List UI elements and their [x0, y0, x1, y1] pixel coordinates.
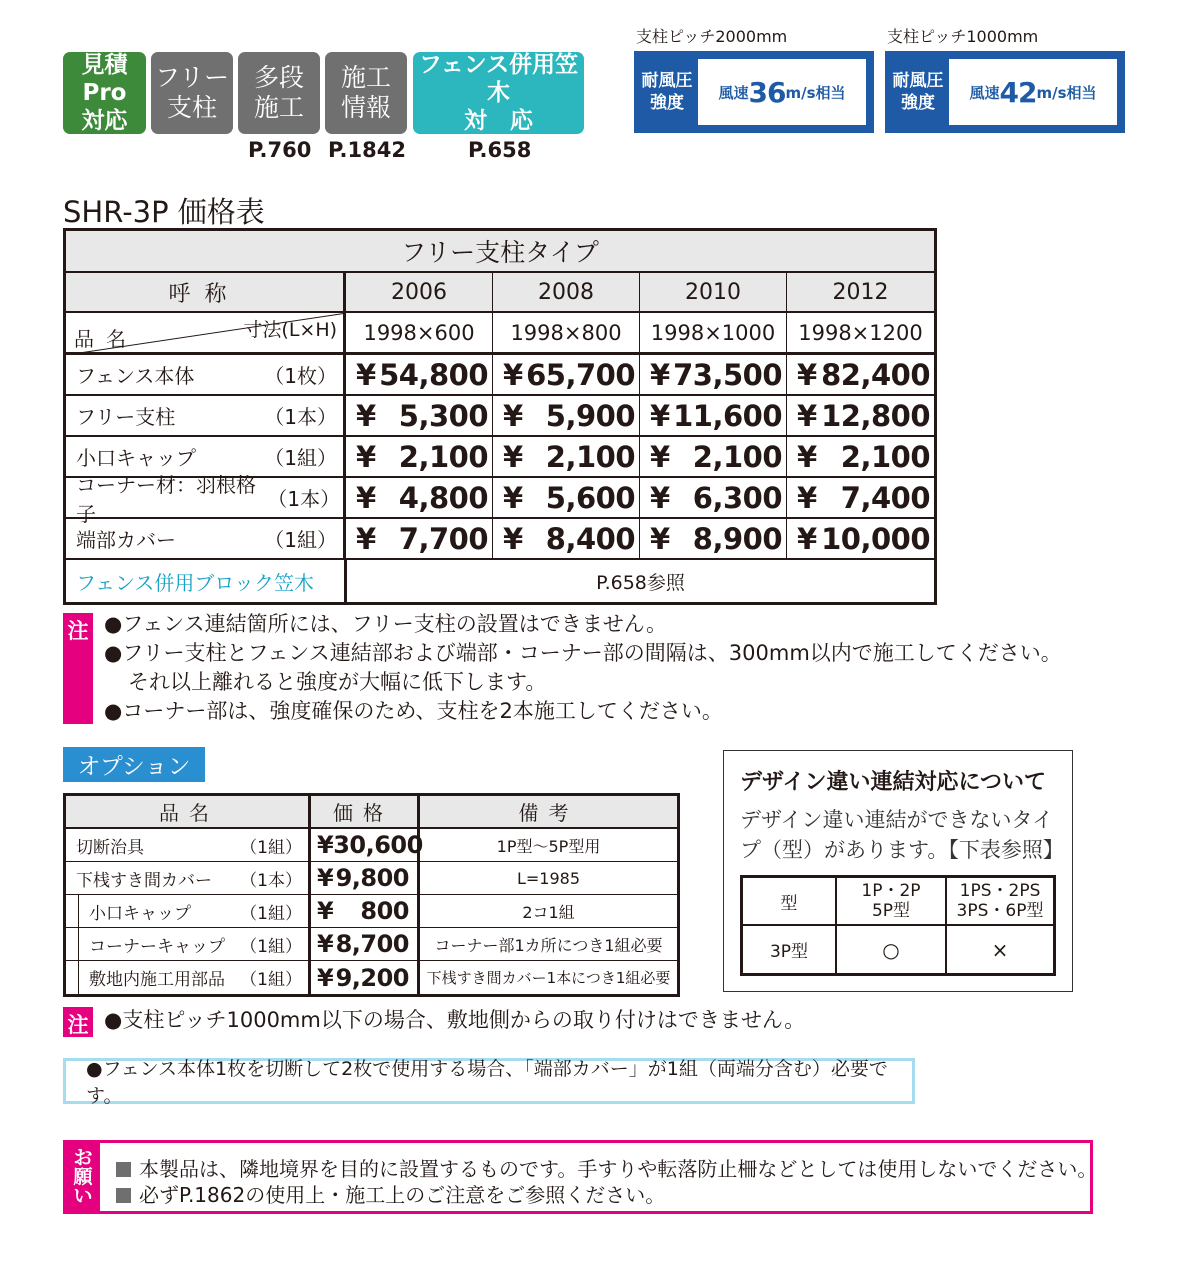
wind-box-1000: [885, 51, 1125, 133]
item-name: フェンス本体: [76, 364, 195, 388]
option-name: コーナーキャップ: [89, 936, 225, 957]
wind-caption-1000: 支柱ピッチ1000mm: [887, 27, 1039, 46]
type-col-1: 1P・2P 5P型: [837, 878, 947, 924]
design-data-row: [743, 926, 1053, 973]
item-unit: （1組）: [264, 446, 338, 470]
option-name: 切断治具: [76, 837, 144, 858]
option-price: 800: [360, 897, 409, 925]
item-name: 端部カバー: [76, 528, 176, 552]
fence-block-cap-row: [66, 560, 934, 602]
note-line: ●コーナー部は、強度確保のため、支柱を2本施工してください。: [104, 699, 723, 723]
size-header-row: [66, 313, 934, 355]
price-row: フェンス本体 （1枚） ¥ 54,800 ¥ 65,700 ¥ 73,500 ¥ 82,400: [66, 355, 934, 396]
page-ref-free-post[interactable]: P.760: [248, 138, 312, 162]
size-2010: 1998×1000: [640, 313, 787, 352]
note-line: ●フリー支柱とフェンス連結部および端部・コーナー部の間隔は、300mm以内で施工してください。: [104, 641, 1062, 665]
option-unit: （1組）: [240, 936, 302, 957]
option-price: 30,600: [333, 831, 423, 859]
model-header-row: [66, 273, 934, 313]
header-price: 価格: [311, 796, 420, 827]
cut-note-text: ●フェンス本体1枚を切断して2枚で使用する場合、「端部カバー」が1組（両端分含む）必要です。: [86, 1058, 888, 1107]
wind-box-2000: [634, 51, 874, 133]
price-cell: 8,900: [692, 521, 783, 556]
price-table-title: SHR-3P 価格表: [63, 195, 265, 229]
price-cell: 11,600: [673, 398, 783, 433]
price-cell: 5,300: [398, 398, 489, 433]
header-diagonal-cell: [66, 313, 346, 352]
item-name: フリー支柱: [76, 405, 176, 429]
option-remark: 1P型〜5P型用: [496, 836, 601, 856]
price-cell: 73,500: [673, 357, 783, 392]
request-tag: お 願 い: [66, 1143, 100, 1211]
price-table: [63, 228, 937, 605]
price-cell: 4,800: [398, 480, 489, 515]
option-name: 敷地内施工用部品: [89, 970, 225, 990]
option-row: コーナーキャップ （1組） ¥ 8,700 コーナー部1カ所につき1組必要: [66, 928, 677, 961]
option-name: 下桟すき間カバー: [76, 870, 212, 891]
price-cell: 7,700: [398, 521, 489, 556]
price-cell: 5,600: [545, 480, 636, 515]
wind-speed-value: 風速 36 m/s相当: [698, 59, 866, 125]
item-unit: （1本）: [264, 405, 338, 429]
option-unit: （1本）: [240, 870, 302, 891]
header-name: 呼称: [66, 273, 346, 311]
option-price: 8,700: [335, 930, 409, 958]
incompatible-mark: ×: [991, 937, 1009, 962]
options-table: [63, 793, 680, 997]
price-cell: 10,000: [821, 521, 931, 556]
design-connection-box: [723, 750, 1073, 992]
price-row: コーナー材：羽根格子 （1本） ¥ 4,800 ¥ 5,600 ¥ 6,300 ¥ 7,400: [66, 478, 934, 519]
price-cell: 2,100: [398, 439, 489, 474]
header-remarks: 備考: [518, 801, 579, 825]
header-dimension: 寸法(L×H): [243, 319, 338, 341]
badge-fence-cap: フェンス併用笠木 対 応: [413, 52, 584, 134]
page-reference[interactable]: P.658参照: [596, 571, 685, 594]
item-name: 小口キャップ: [76, 446, 196, 470]
price-table-caption: フリー支柱タイプ: [66, 231, 934, 273]
model-2012: 2012: [832, 279, 889, 305]
header-item: 品名: [74, 327, 138, 351]
price-cell: 6,300: [692, 480, 783, 515]
request-line: 必ずP.1862の使用上・施工上のご注意をご参照ください。: [116, 1179, 665, 1208]
option-unit: （1組）: [240, 903, 302, 924]
wind-speed-value: 風速 42 m/s相当: [949, 59, 1117, 125]
price-cell: 12,800: [821, 398, 931, 433]
price-row: 端部カバー （1組） ¥ 7,700 ¥ 8,400 ¥ 8,900 ¥ 10,000: [66, 519, 934, 560]
badge-mitsumori-pro: 見積Pro 対応: [63, 52, 146, 134]
option-note-tag: 注: [63, 1007, 93, 1037]
item-unit: （1枚）: [264, 364, 338, 388]
request-line: 本製品は、隣地境界を目的に設置するものです。手すりや転落防止柵などとしては使用しないでください。: [116, 1153, 1097, 1182]
note-tag: 注: [63, 613, 93, 724]
design-table: [740, 875, 1056, 976]
price-cell: 2,100: [840, 439, 931, 474]
note-line: それ以上離れると強度が大幅に低下します。: [128, 670, 547, 694]
price-cell: 54,800: [379, 357, 489, 392]
option-row: 切断治具 （1組） ¥ 30,600 1P型〜5P型用: [66, 829, 677, 862]
price-cell: 8,400: [545, 521, 636, 556]
price-cell: 82,400: [821, 357, 931, 392]
square-bullet-icon: [116, 1188, 131, 1203]
options-title: オプション: [63, 747, 205, 782]
option-unit: （1組）: [240, 837, 302, 858]
option-remark: 2コ1組: [522, 902, 575, 922]
price-cell: 65,700: [526, 357, 636, 392]
type-col-2: 1PS・2PS 3PS・6P型: [956, 881, 1044, 921]
badge-free-post: フリー 支柱: [151, 52, 233, 134]
design-header-row: [743, 878, 1053, 926]
option-price: 9,800: [335, 864, 409, 892]
size-2008: 1998×800: [493, 313, 640, 352]
page-ref-construction[interactable]: P.1842: [328, 138, 406, 162]
option-note: ●支柱ピッチ1000mm以下の場合、敷地側からの取り付けはできません。: [104, 1008, 806, 1032]
option-name: 小口キャップ: [89, 903, 191, 924]
option-row: 下桟すき間カバー （1本） ¥ 9,800 L=1985: [66, 862, 677, 895]
fence-block-cap-link[interactable]: フェンス併用ブロック笠木: [66, 560, 347, 602]
option-row: 敷地内施工用部品 （1組） ¥ 9,200 下桟すき間カバー1本につき1組必要: [66, 961, 677, 994]
price-cell: 7,400: [840, 480, 931, 515]
cut-note-box: [63, 1058, 915, 1107]
price-row: フリー支柱 （1本） ¥ 5,300 ¥ 5,900 ¥ 11,600 ¥ 12,800: [66, 396, 934, 437]
item-unit: （1組）: [264, 528, 338, 552]
size-2006: 1998×600: [346, 313, 493, 352]
model-2006: 2006: [346, 273, 493, 311]
item-unit: （1本）: [267, 487, 341, 511]
badge-multi-stage: 多段 施工: [238, 52, 320, 134]
model-2010: 2010: [640, 273, 787, 311]
note-line: ●フェンス連結箇所には、フリー支柱の設置はできません。: [104, 612, 668, 636]
wind-label: 耐風圧 強度: [892, 71, 944, 113]
model-2008: 2008: [493, 273, 640, 311]
type-row-label: 3P型: [743, 926, 837, 973]
option-remark: L=1985: [516, 868, 581, 888]
option-remark: 下桟すき間カバー1本につき1組必要: [426, 969, 671, 987]
item-name: コーナー材：羽根格子: [76, 472, 256, 526]
price-cell: 5,900: [545, 398, 636, 433]
wind-label: 耐風圧 強度: [641, 71, 693, 113]
price-row: 小口キャップ （1組） ¥ 2,100 ¥ 2,100 ¥ 2,100 ¥ 2,100: [66, 437, 934, 478]
options-header-row: [66, 796, 677, 829]
option-price: 9,200: [335, 963, 409, 992]
option-unit: （1組）: [240, 970, 302, 990]
page-ref-fence-cap[interactable]: P.658: [468, 138, 532, 162]
size-2012: 1998×1200: [787, 313, 934, 352]
price-cell: 2,100: [545, 439, 636, 474]
square-bullet-icon: [116, 1162, 131, 1177]
option-row: 小口キャップ （1組） ¥ 800 2コ1組: [66, 895, 677, 928]
compatible-mark: ○: [837, 926, 947, 973]
price-cell: 2,100: [692, 439, 783, 474]
type-header: 型: [743, 878, 837, 924]
badge-construction-info: 施工 情報: [325, 52, 407, 134]
option-remark: コーナー部1カ所につき1組必要: [434, 935, 663, 955]
design-description: デザイン違い連結ができないタイプ（型）があります。【下表参照】: [740, 808, 1064, 862]
wind-caption-2000: 支柱ピッチ2000mm: [636, 27, 788, 46]
request-box: [63, 1140, 1098, 1214]
design-title: デザイン違い連結対応について: [740, 770, 1047, 795]
header-item: 品名: [66, 796, 311, 827]
